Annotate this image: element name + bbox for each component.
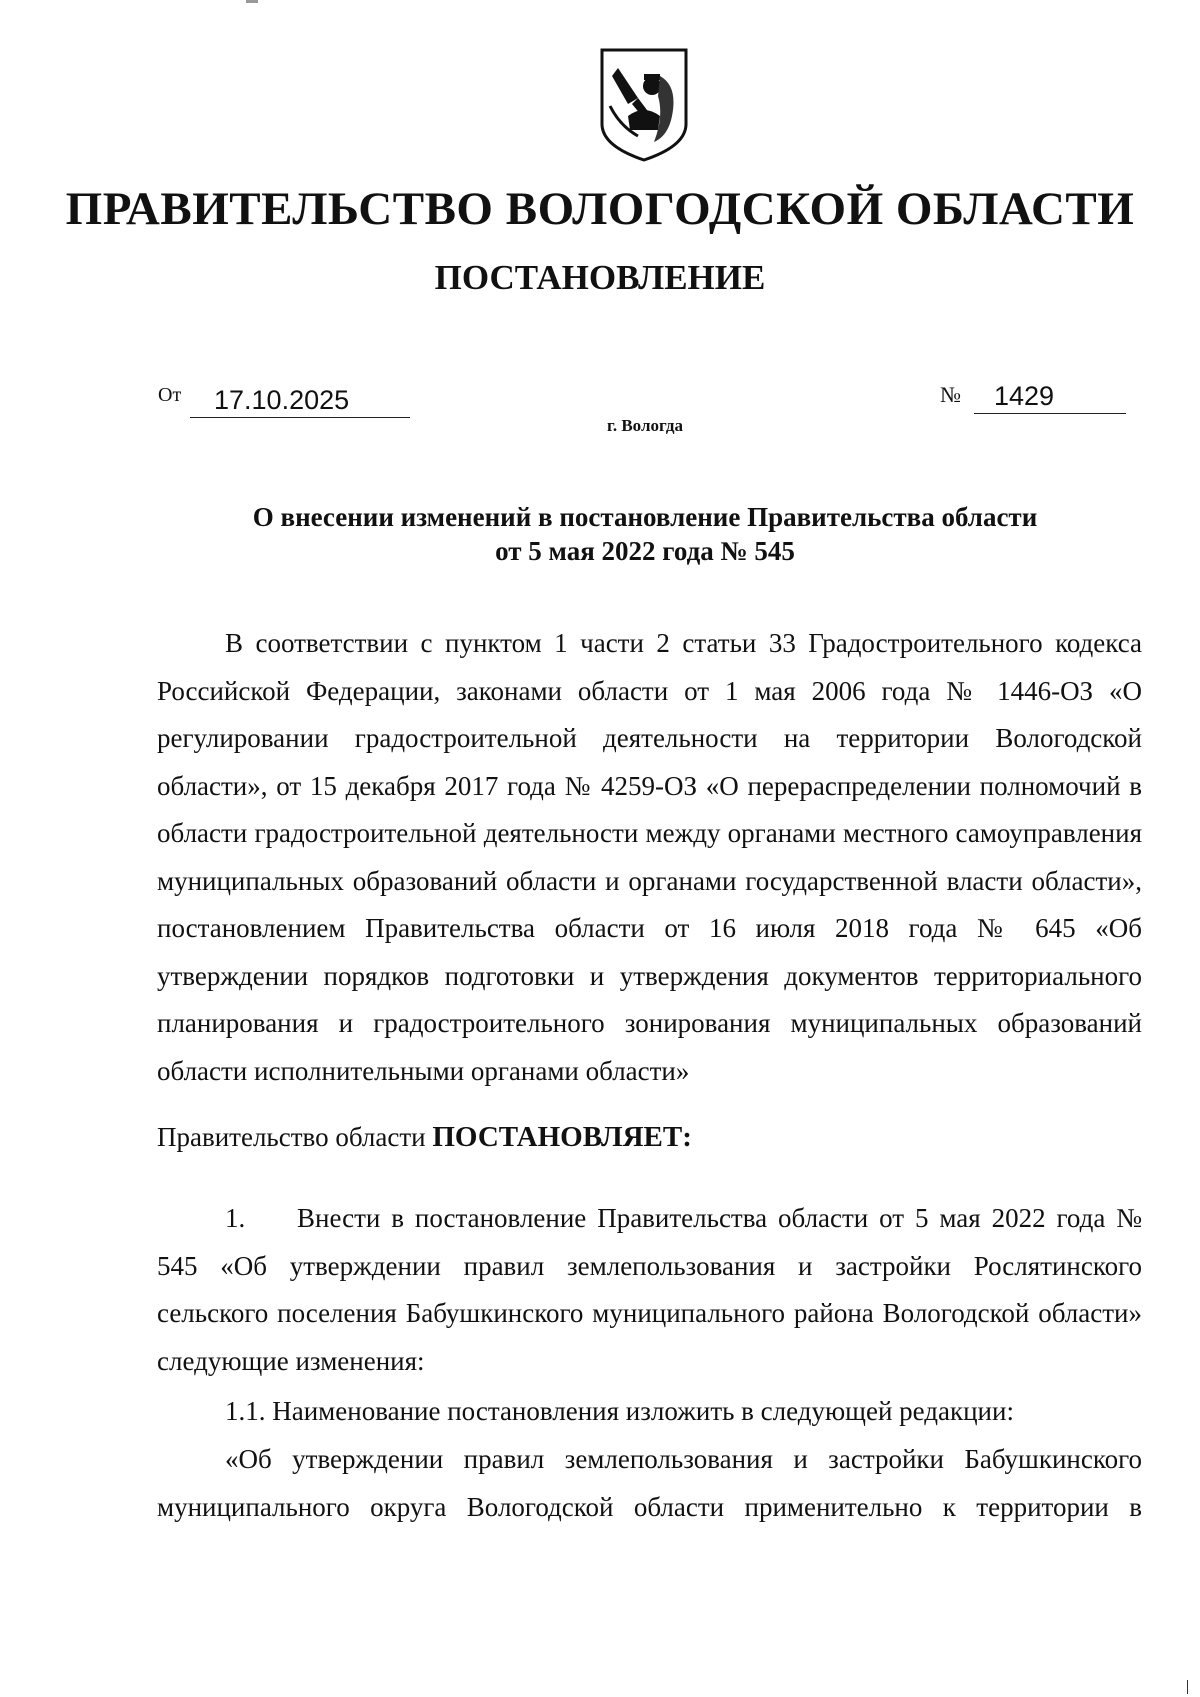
document-number: 1429 bbox=[974, 382, 1126, 414]
city: г. Вологда bbox=[607, 416, 683, 435]
resolves-word: ПОСТАНОВЛЯЕТ: bbox=[432, 1121, 692, 1153]
item-1-number: 1. bbox=[225, 1203, 246, 1233]
document-subject bbox=[0, 500, 1200, 568]
item-1-text: Внести в постановление Правительства области от 5 мая 2022 года № 545 «Об утверждении правил землепользования и застройки Рослятинского сельского поселения Бабушкинского муниципального района Вологодской области» следующие изменения: bbox=[157, 1203, 1142, 1376]
quote-paragraph: «Об утверждении правил землепользования и застройки Бабушкинского муниципального округа Вологодской области применительно к территории в bbox=[157, 1444, 1142, 1522]
document-type: ПОСТАНОВЛЕНИЕ bbox=[434, 258, 766, 297]
scan-artifact bbox=[246, 0, 258, 3]
document-date: 17.10.2025 bbox=[190, 386, 410, 418]
item-1 bbox=[157, 1195, 1142, 1385]
subject-line-1: О внесении изменений в постановление Правительства области bbox=[252, 502, 1038, 532]
number-label: № bbox=[940, 382, 961, 407]
resolves-line bbox=[157, 1114, 1142, 1162]
date-label: От bbox=[158, 384, 182, 406]
resolves-prefix: Правительство области bbox=[157, 1122, 426, 1152]
scan-artifact-bottom bbox=[1187, 1680, 1188, 1694]
government-title: ПРАВИТЕЛЬСТВО ВОЛОГОДСКОЙ ОБЛАСТИ bbox=[65, 183, 1135, 235]
coat-of-arms-icon bbox=[598, 46, 690, 164]
preamble-paragraph: В соответствии с пунктом 1 части 2 статьи 33 Градостроительного кодекса Российской Федерации, законами области от 1 мая 2006 года № 1446-ОЗ «О регулировании градостроительной деятельности на территории Вологодской области», от 15 декабря 2017 года № 4259-ОЗ «О перераспределении полномочий в области градостроительной деятельности между органами местного самоуправления муниципальных образований области и органами государственной власти области», постановлением Правительства области от 16 июля 2018 года № 645 «Об утверждении порядков подготовки и утверждения документов территориального планирования и градостроительного зонирования муниципальных образований области исполнительными органами области» bbox=[157, 628, 1142, 1086]
subject-line-2: от 5 мая 2022 года № 545 bbox=[495, 536, 795, 566]
item-1-1: 1.1. Наименование постановления изложить в следующей редакции: bbox=[225, 1396, 1014, 1426]
